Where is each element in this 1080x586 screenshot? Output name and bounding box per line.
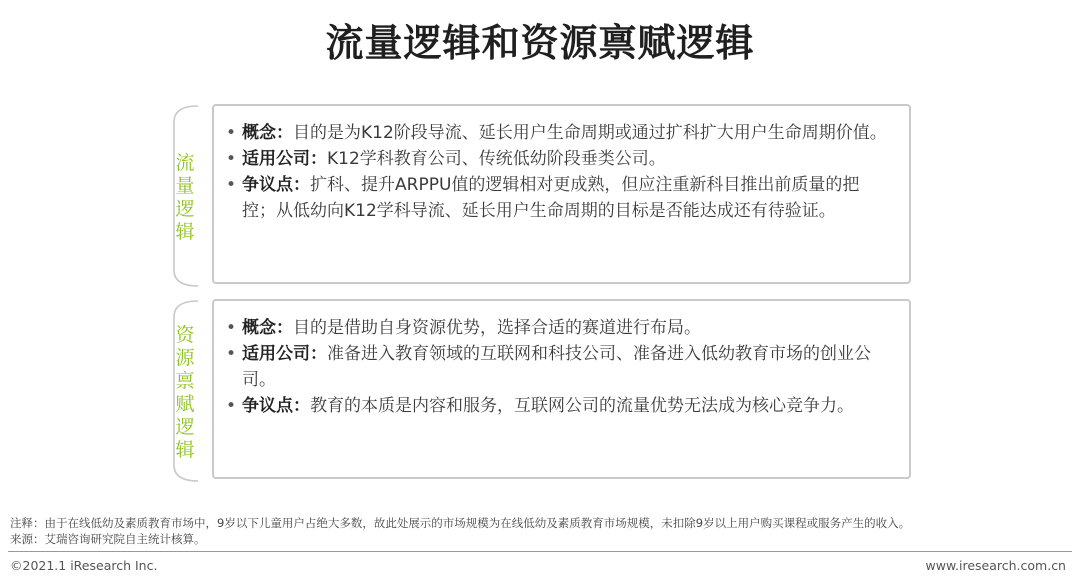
section-traffic-logic bbox=[170, 104, 915, 288]
bullet-text: 扩科、提升ARPPU值的逻辑相对更成熟，但应注重新科目推出前质量的把控；从低幼向K12学科导流、延长用户生命周期的目标是否能达成还有待验证。 bbox=[242, 175, 860, 221]
bullet-applicable-companies bbox=[226, 341, 893, 393]
side-label-char: 辑 bbox=[175, 439, 195, 461]
bullet-list bbox=[226, 120, 893, 224]
side-label-char: 禀 bbox=[175, 370, 195, 392]
bullet-key: 适用公司： bbox=[242, 344, 327, 364]
bullet-key: 概念： bbox=[242, 318, 293, 338]
footer-website-link[interactable]: www.iresearch.com.cn bbox=[925, 558, 1066, 573]
bullet-concept bbox=[226, 315, 893, 341]
side-label-char: 源 bbox=[175, 347, 195, 369]
bullet-text: 教育的本质是内容和服务，互联网公司的流量优势无法成为核心竞争力。 bbox=[310, 396, 854, 416]
bullet-applicable-companies bbox=[226, 146, 893, 172]
footnote-source: 来源：艾瑞咨询研究院自主统计核算。 bbox=[10, 532, 206, 546]
side-label-char: 资 bbox=[175, 324, 195, 346]
bullet-controversy bbox=[226, 393, 893, 419]
bullet-controversy bbox=[226, 172, 893, 224]
bullet-concept bbox=[226, 120, 893, 146]
bullet-text: 准备进入教育领域的互联网和科技公司、准备进入低幼教育市场的创业公司。 bbox=[242, 344, 871, 390]
bullet-key: 概念： bbox=[242, 123, 293, 143]
bullet-text: 目的是借助自身资源优势，选择合适的赛道进行布局。 bbox=[293, 318, 701, 338]
bullet-text: K12学科教育公司、传统低幼阶段垂类公司。 bbox=[327, 149, 666, 169]
side-label-char: 量 bbox=[175, 175, 195, 197]
section-side-label bbox=[170, 152, 200, 244]
side-label-char: 辑 bbox=[175, 221, 195, 243]
bullet-key: 争议点： bbox=[242, 175, 310, 195]
bullet-text: 目的是为K12阶段导流、延长用户生命周期或通过扩科扩大用户生命周期价值。 bbox=[293, 123, 887, 143]
bullet-list bbox=[226, 315, 893, 419]
side-label-char: 逻 bbox=[175, 198, 195, 220]
section-resource-endowment-logic bbox=[170, 299, 915, 483]
section-side-label bbox=[170, 324, 200, 462]
bullet-key: 争议点： bbox=[242, 396, 310, 416]
footnote-note: 注释：由于在线低幼及素质教育市场中，9岁以下儿童用户占绝大多数，故此处展示的市场规模为在线低幼及素质教育市场规模，未扣除9岁以上用户购买课程或服务产生的收入。 bbox=[10, 516, 911, 530]
content-box bbox=[212, 104, 911, 284]
side-label-char: 赋 bbox=[175, 393, 195, 415]
footer-divider bbox=[8, 551, 1072, 552]
side-label-char: 逻 bbox=[175, 416, 195, 438]
side-label-char: 流 bbox=[175, 152, 195, 174]
bullet-key: 适用公司： bbox=[242, 149, 327, 169]
footer-copyright: ©2021.1 iResearch Inc. bbox=[10, 558, 158, 573]
page-title: 流量逻辑和资源禀赋逻辑 bbox=[325, 21, 755, 65]
content-box bbox=[212, 299, 911, 479]
